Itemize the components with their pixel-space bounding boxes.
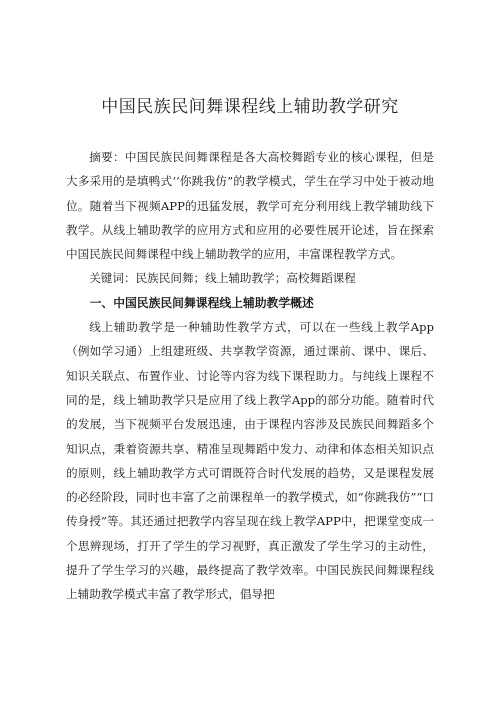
section-paragraph: 线上辅助教学是一种辅助性教学方式，可以在一些线上教学App（例如学习通）上组建班级、共享教学资源，通过课前、课中、课后、知识关联点、布置作业、讨论等内容为线下课程助力。与纯线上课程不同的是，线上辅助教学只是应用了线上教学App的部分功能。随着时代的发展，当下视频平台发展迅速，由于课程内容涉及民族民间舞蹈多个知识点，秉着资源共享、精准呈现舞蹈中发力、动律和体态相关知识点的原则，线上辅助教学方式可谓既符合时代发展的趋势，又是课程发展的必经阶段，同时也丰富了之前课程单一的教学模式，如“你跳我仿”“口传身授”等。其还通过把教学内容呈现在线上教学APP中，把课堂变成一个思辨现场，打开了学生的学习视野，真正激发了学生学习的主动性，提升了学生学习的兴趣，最终提高了教学效率。中国民族民间舞课程线上辅助教学模式丰富了教学形式，倡导把 — [66, 320, 434, 602]
keywords-line: 关键词：民族民间舞；线上辅助教学；高校舞蹈课程 — [89, 271, 356, 286]
abstract-paragraph: 摘要：中国民族民间舞课程是各大高校舞蹈专业的核心课程，但是大多采用的是填鸭式‘‘你跳我仿”的教学模式，学生在学习中处于被动地位。随着当下视频APP的迅猛发展，教学可充分利用线上教学辅助线下教学。从线上辅助教学的应用方式和应用的必要性展开论述，旨在探索中国民族民间舞课程中线上辅助教学的应用，丰富课程教学方式。 — [66, 150, 434, 262]
section-heading: 一、中国民族民间舞课程线上辅助教学概述 — [89, 295, 314, 310]
paper-body — [66, 145, 434, 607]
paper-title: 中国民族民间舞课程线上辅助教学研究 — [101, 97, 399, 117]
